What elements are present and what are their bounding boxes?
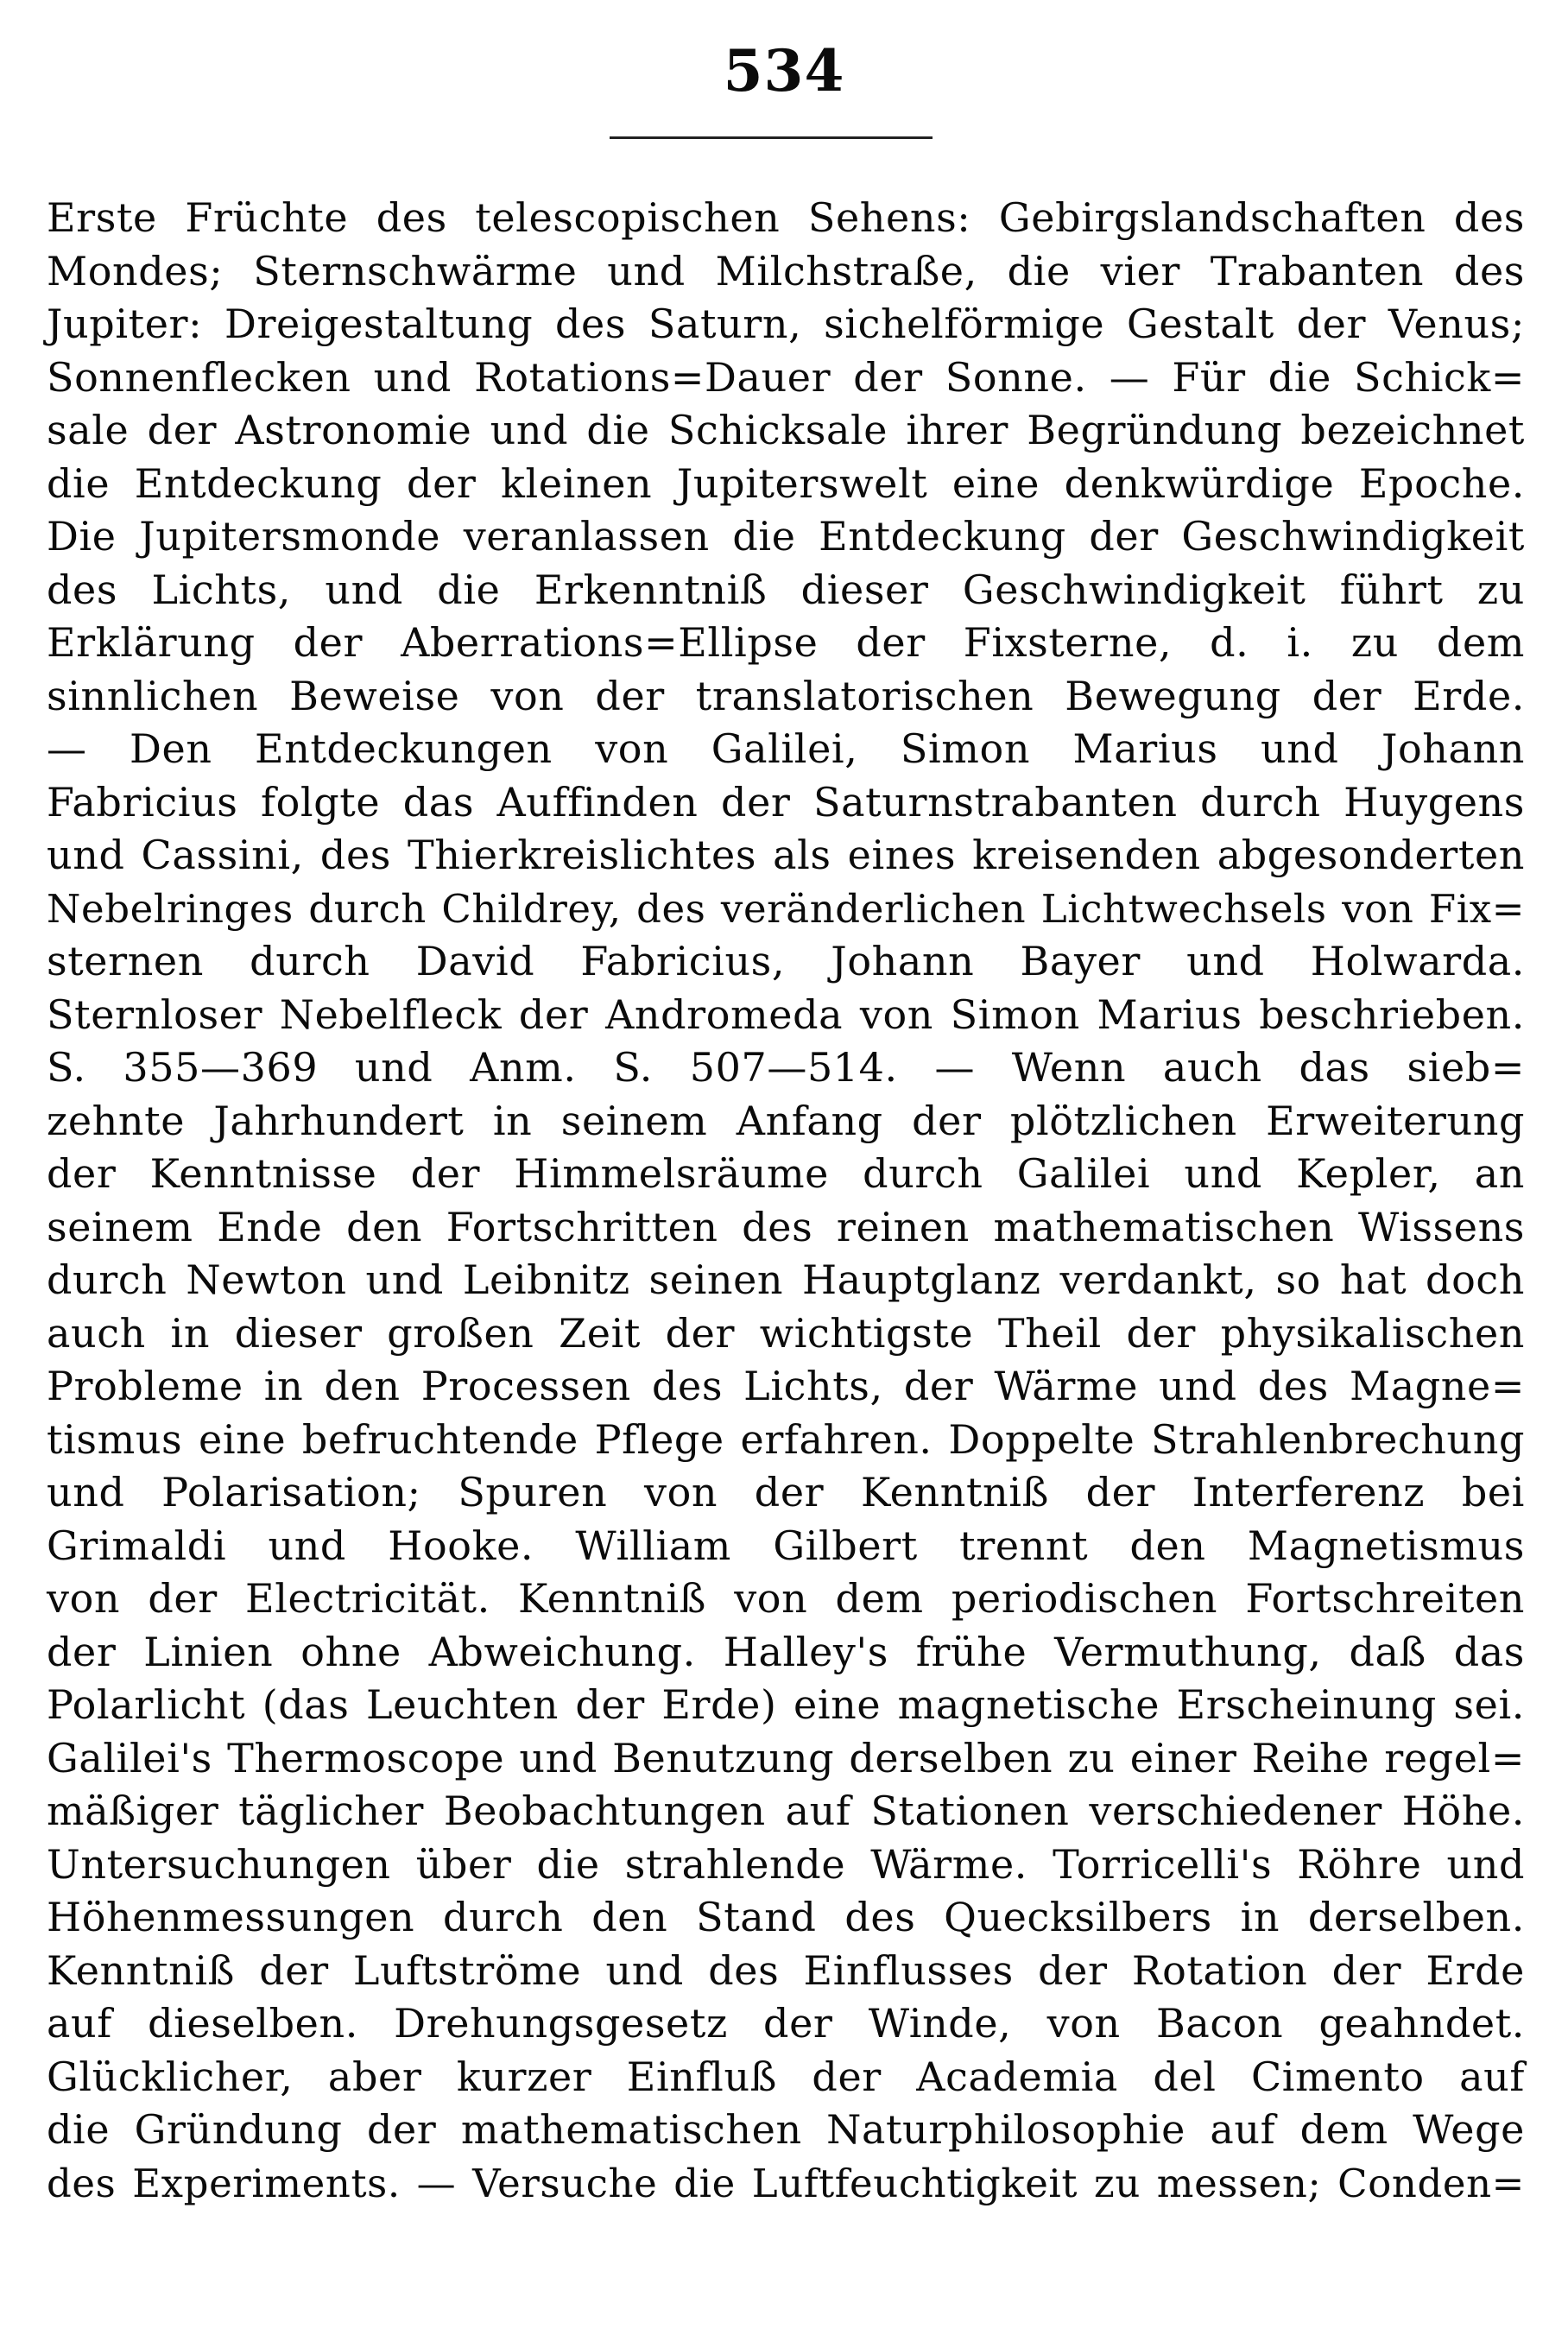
text-line: des Lichts, und die Erkenntniß dieser Geschwindigkeit führt zu bbox=[47, 566, 1525, 613]
text-line: zehnte Jahrhundert in seinem Anfang der plötzlichen Erweiterung bbox=[47, 1097, 1525, 1144]
text-line: sternen durch David Fabricius, Johann Bayer und Holwarda. bbox=[47, 938, 1525, 984]
text-line: Glücklicher, aber kurzer Einfluß der Academia del Cimento auf bbox=[47, 2053, 1525, 2100]
text-line: und Cassini, des Thierkreislichtes als eines kreisenden abgesonderten bbox=[47, 832, 1525, 878]
body-text bbox=[47, 192, 1525, 2210]
text-line: und Polarisation; Spuren von der Kenntniß der Interferenz bei bbox=[47, 1469, 1525, 1516]
text-line: auf dieselben. Drehungsgesetz der Winde, von Bacon geahndet. bbox=[47, 2000, 1525, 2047]
text-line: Kenntniß der Luftströme und des Einflusses der Rotation der Erde bbox=[47, 1946, 1525, 1994]
text-line: des Experiments. — Versuche die Luftfeuchtigkeit zu messen; Conden= bbox=[47, 2160, 1525, 2206]
text-line: der Linien ohne Abweichung. Halley's frühe Vermuthung, daß das bbox=[47, 1628, 1525, 1675]
text-line: der Kenntnisse der Himmelsräume durch Galilei und Kepler, an bbox=[47, 1150, 1525, 1197]
text-line: Erste Früchte des telescopischen Sehens: Gebirgslandschaften des bbox=[47, 194, 1525, 241]
text-line: die Gründung der mathematischen Naturphilosophie auf dem Wege bbox=[47, 2106, 1525, 2153]
text-line: die Entdeckung der kleinen Jupiterswelt eine denkwürdige Epoche. bbox=[47, 459, 1525, 507]
text-line: sinnlichen Beweise von der translatorischen Bewegung der Erde. bbox=[47, 672, 1525, 719]
text-line: durch Newton und Leibnitz seinen Hauptglanz verdankt, so hat doch bbox=[47, 1256, 1525, 1303]
text-line: Jupiter: Dreigestaltung des Saturn, sichelförmige Gestalt der Venus; bbox=[47, 301, 1525, 347]
text-line: Fabricius folgte das Auffinden der Saturnstrabanten durch Huygens bbox=[47, 778, 1525, 826]
header-rule bbox=[610, 136, 933, 139]
text-line: — Den Entdeckungen von Galilei, Simon Marius und Johann bbox=[47, 725, 1525, 772]
text-line: von der Electricität. Kenntniß von dem periodischen Fortschreiten bbox=[47, 1575, 1525, 1622]
text-line: Sternloser Nebelfleck der Andromeda von Simon Marius beschrieben. bbox=[47, 990, 1525, 1038]
text-line: mäßiger täglicher Beobachtungen auf Stationen verschiedener Höhe. bbox=[47, 1788, 1525, 1834]
text-line: Galilei's Thermoscope und Benutzung derselben zu einer Reihe regel= bbox=[47, 1734, 1525, 1781]
page-number: 534 bbox=[723, 37, 845, 104]
text-line: Höhenmessungen durch den Stand des Quecksilbers in derselben. bbox=[47, 1894, 1525, 1940]
text-line: Probleme in den Processen des Lichts, der Wärme und des Magne= bbox=[47, 1363, 1525, 1409]
text-line: seinem Ende den Fortschritten des reinen mathematischen Wissens bbox=[47, 1203, 1525, 1250]
text-line: Mondes; Sternschwärme und Milchstraße, die vier Trabanten des bbox=[47, 247, 1525, 294]
text-line: tismus eine befruchtende Pflege erfahren. Doppelte Strahlenbrechung bbox=[47, 1415, 1525, 1463]
text-line: sale der Astronomie und die Schicksale ihrer Begründung bezeichnet bbox=[47, 407, 1525, 453]
text-line: auch in dieser großen Zeit der wichtigste Theil der physikalischen bbox=[47, 1309, 1525, 1357]
text-line: Erklärung der Aberrations=Ellipse der Fixsterne, d. i. zu dem bbox=[47, 619, 1525, 666]
text-line: Polarlicht (das Leuchten der Erde) eine magnetische Erscheinung sei. bbox=[47, 1681, 1525, 1728]
text-line: Die Jupitersmonde veranlassen die Entdeckung der Geschwindigkeit bbox=[47, 513, 1525, 560]
text-line: Nebelringes durch Childrey, des veränderlichen Lichtwechsels von Fix= bbox=[47, 885, 1525, 932]
text-line: Sonnenflecken und Rotations=Dauer der Sonne. — Für die Schick= bbox=[47, 353, 1525, 401]
text-line: Grimaldi und Hooke. William Gilbert trennt den Magnetismus bbox=[47, 1522, 1525, 1569]
text-line: Untersuchungen über die strahlende Wärme. Torricelli's Röhre und bbox=[47, 1840, 1525, 1888]
text-line: S. 355—369 und Anm. S. 507—514. — Wenn auch das sieb= bbox=[47, 1044, 1525, 1091]
